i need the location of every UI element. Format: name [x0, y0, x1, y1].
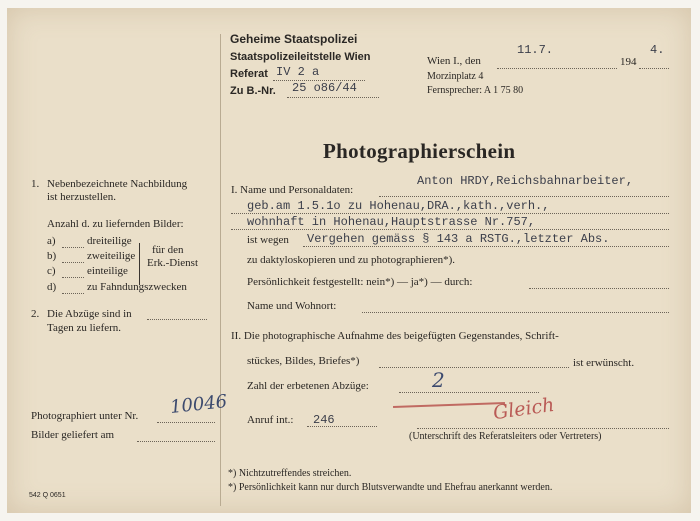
date-day-month: 11.7.: [517, 43, 554, 57]
photographed-line: [157, 422, 215, 423]
option-b-label: zweiteilige: [87, 250, 136, 262]
offence: Vergehen gemäss § 143 a RSTG.,letzter Abs.: [307, 232, 610, 246]
year-line: [639, 68, 669, 69]
section2-line2-end: ist erwünscht.: [573, 357, 635, 369]
option-d-blank: [62, 293, 84, 294]
red-pencil-stroke: [393, 402, 505, 408]
offence-line: [303, 246, 669, 247]
option-a-blank: [62, 247, 84, 248]
form-code: 542 Q 0651: [29, 492, 66, 499]
photographierschein-form: [7, 8, 691, 513]
zu-bnr-line: [287, 97, 379, 98]
item2-line1: Die Abzüge sind in: [47, 308, 132, 320]
person-birth: geb.am 1.5.1o zu Hohenau,DRA.,kath.,verh.,: [247, 199, 550, 213]
option-d-key: d): [47, 281, 57, 293]
option-c-label: einteilige: [87, 265, 128, 277]
person-residence: wohnhaft in Hohenau,Hauptstrasse Nr.757,: [247, 215, 536, 229]
brace-label-line2: Erk.-Dienst: [147, 257, 199, 269]
item2-number: 2.: [31, 308, 40, 320]
item1-number: 1.: [31, 178, 40, 190]
option-b-key: b): [47, 250, 57, 262]
fold-line: [220, 34, 221, 506]
item1-line2: ist herzustellen.: [47, 191, 117, 203]
section2-line1: II. Die photographische Aufnahme des beigefügten Gegenstandes, Schrift-: [231, 330, 559, 342]
copies-line: [399, 392, 539, 393]
extension-line: [307, 426, 377, 427]
referat-label: Referat: [230, 68, 268, 80]
footnote-2: *) Persönlichkeit kann nur durch Blutsverwandte und Ehefrau anerkannt werden.: [228, 482, 553, 493]
year-prefix: 194: [620, 56, 637, 68]
dienst-brace: [139, 243, 145, 285]
name-address-label: Name und Wohnort:: [247, 300, 337, 312]
count-heading: Anzahl d. zu liefernden Bilder:: [47, 218, 184, 230]
office-name: Staatspolizeileitstelle Wien: [230, 51, 371, 63]
copies-value: 2: [432, 368, 445, 392]
section2-line2: stückes, Bildes, Briefes*): [247, 355, 360, 367]
brace-label-line1: für den: [152, 244, 184, 256]
identity-label: Persönlichkeit festgestellt: nein*) — ja*) — durch:: [247, 276, 473, 288]
referat-value: IV 2 a: [276, 65, 320, 79]
name-line: [379, 196, 669, 197]
section2-line2-blank: [379, 367, 569, 368]
item2-line2: Tagen zu liefern.: [47, 322, 122, 334]
person-name: Anton HRDY,Reichsbahnarbeiter,: [417, 174, 634, 188]
item1-line1: Nebenbezeichnete Nachbildung: [47, 178, 188, 190]
copies-label: Zahl der erbetenen Abzüge:: [247, 380, 369, 392]
photographed-number: 10046: [169, 391, 229, 418]
footnote-1: *) Nichtzutreffendes streichen.: [228, 468, 352, 479]
option-c-blank: [62, 277, 84, 278]
signature-line: [417, 428, 669, 429]
identity-line: [529, 288, 669, 289]
option-c-key: c): [47, 265, 56, 277]
option-a-label: dreiteilige: [87, 235, 132, 247]
delivered-line: [137, 441, 215, 442]
section1-label: I. Name und Personaldaten:: [231, 184, 354, 196]
date-line: [497, 68, 617, 69]
residence-line: [231, 229, 669, 230]
extension-label: Anruf int.:: [247, 414, 294, 426]
wegen-label: ist wegen: [247, 234, 289, 246]
year-suffix: 4.: [650, 43, 665, 57]
form-title: Photographierschein: [323, 139, 516, 163]
name-address-line: [362, 312, 669, 313]
signature: Gleich: [491, 393, 556, 425]
zu-bnr-value: 25 o86/44: [292, 81, 357, 95]
address: Morzinplatz 4: [427, 71, 484, 82]
delivered-label: Bilder geliefert am: [31, 429, 115, 441]
birth-line: [231, 213, 669, 214]
city-date-label: Wien I., den: [427, 55, 481, 67]
agency-name: Geheime Staatspolizei: [230, 32, 358, 46]
option-a-key: a): [47, 235, 56, 247]
photographed-label: Photographiert unter Nr.: [31, 410, 139, 422]
option-d-label: zu Fahndungszwecken: [87, 281, 187, 293]
extension-value: 246: [313, 413, 335, 427]
signature-caption: (Unterschrift des Referatsleiters oder Vertreters): [409, 431, 602, 442]
option-b-blank: [62, 262, 84, 263]
phone-number: Fernsprecher: A 1 75 80: [427, 85, 524, 96]
item2-line1-blank: [147, 319, 207, 320]
zu-bnr-label: Zu B.-Nr.: [230, 85, 276, 97]
daktyloskopie-label: zu daktyloskopieren und zu photographieren*).: [247, 254, 456, 266]
